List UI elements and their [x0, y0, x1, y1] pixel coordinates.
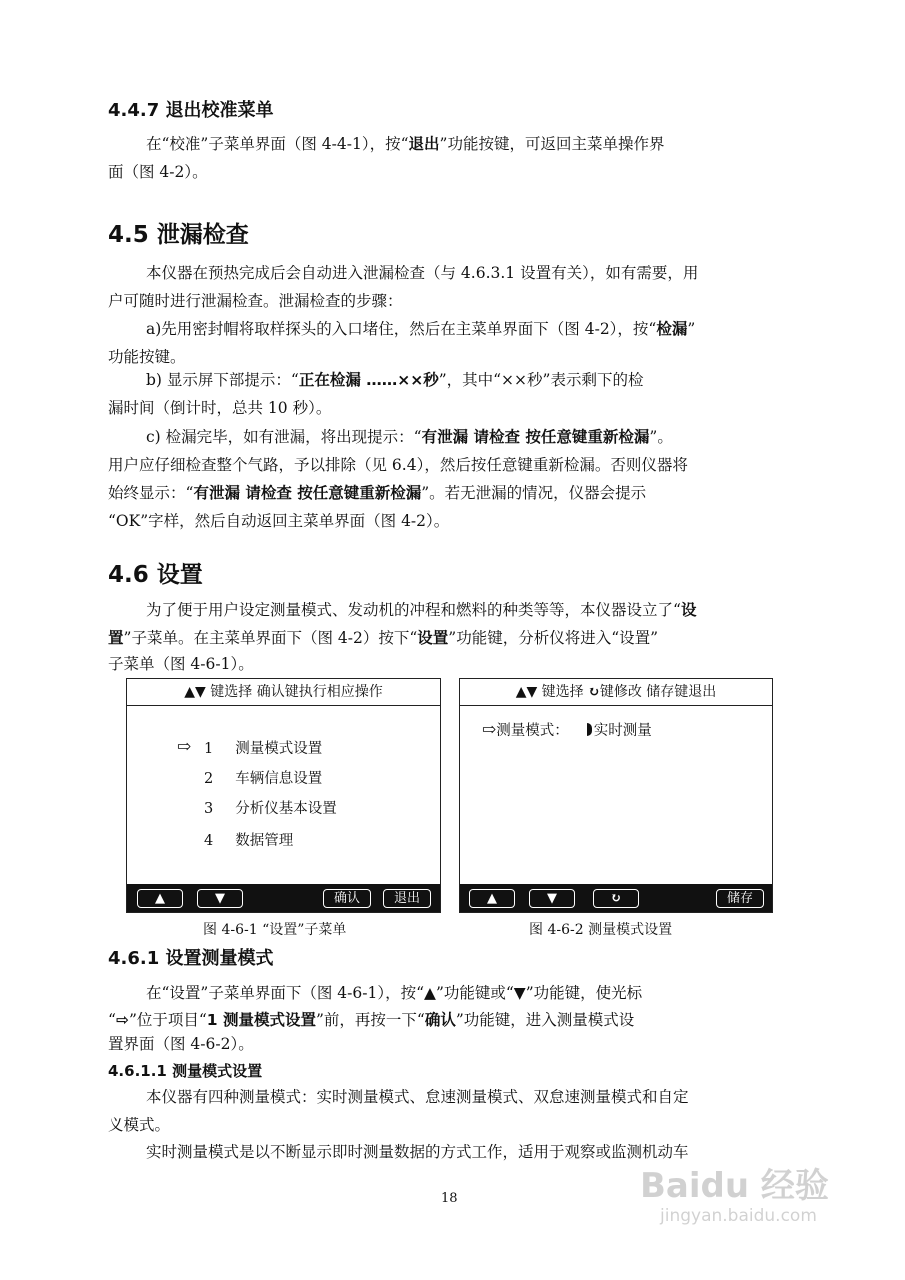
section-4-6-1-1-line1: 本仪器有四种测量模式：实时测量模式、怠速测量模式、双怠速测量模式和自定 [146, 1088, 689, 1106]
page-number: 18 [441, 1191, 458, 1206]
value-marker-icon [587, 723, 592, 736]
section-4-5-title: 4.5 泄漏检查 [108, 222, 249, 248]
cycle-icon: ↻ [588, 684, 600, 700]
baidu-logo-watermark: Baidu 经验 [640, 1166, 829, 1206]
screen-function-key-bar [460, 884, 772, 912]
exit-key-button[interactable]: 退出 [383, 889, 431, 908]
up-key-button[interactable]: ▲ [137, 889, 183, 908]
screen-header: ▲▼ 键选择 ↻键修改 储存键退出 [460, 679, 772, 706]
section-4-4-7-paragraph-line1: 在“校准”子菜单界面（图 4-4-1），按“退出”功能按键，可返回主菜单操作界 [146, 135, 665, 153]
settings-submenu-screen [126, 678, 441, 913]
section-4-5-line4: 功能按键。 [108, 348, 186, 366]
section-4-5-line3: a)先用密封帽将取样探头的入口堵住，然后在主菜单界面下（图 4-2），按“检漏” [146, 320, 696, 338]
measure-mode-value: 实时测量 [593, 723, 652, 739]
menu-item-measure-mode[interactable]: 1 测量模式设置 [204, 741, 323, 757]
down-key-button[interactable]: ▼ [197, 889, 243, 908]
section-4-5-line9: 始终显示：“有泄漏 请检查 按任意键重新检漏”。若无泄漏的情况，仪器会提示 [108, 484, 647, 502]
figure-4-6-1-caption: 图 4-6-1 “设置”子菜单 [203, 922, 347, 938]
measure-mode-row[interactable]: ⇨测量模式： 实时测量 [482, 720, 652, 740]
cursor-arrow-icon: ⇨ [177, 737, 192, 757]
section-4-5-line7: c) 检漏完毕，如有泄漏，将出现提示：“有泄漏 请检查 按任意键重新检漏”。 [146, 428, 673, 446]
up-key-button[interactable]: ▲ [469, 889, 515, 908]
section-4-5-line6: 漏时间（倒计时，总共 10 秒）。 [108, 399, 332, 417]
section-4-6-line1: 为了便于用户设定测量模式、发动机的冲程和燃料的种类等等，本仪器设立了“设 [146, 601, 697, 619]
cycle-key-button[interactable]: ↻ [593, 889, 639, 908]
down-key-button[interactable]: ▼ [529, 889, 575, 908]
measure-mode-screen [459, 678, 773, 913]
baidu-url-watermark: jingyan.baidu.com [660, 1206, 817, 1226]
section-4-4-7-title: 4.4.7 退出校准菜单 [108, 100, 274, 121]
figure-4-6-2-caption: 图 4-6-2 测量模式设置 [529, 922, 673, 938]
section-4-4-7-paragraph-line2: 面（图 4-2）。 [108, 163, 208, 181]
section-4-5-line10: “OK”字样，然后自动返回主菜单界面（图 4-2）。 [108, 512, 450, 530]
section-4-5-line5: b) 显示屏下部提示：“正在检漏 ……××秒”，其中“××秒”表示剩下的检 [146, 371, 644, 389]
section-4-6-1-1-line2: 义模式。 [108, 1116, 171, 1134]
confirm-key-button[interactable]: 确认 [323, 889, 371, 908]
screen-function-key-bar [127, 884, 440, 912]
section-4-5-line1: 本仪器在预热完成后会自动进入泄漏检查（与 4.6.3.1 设置有关），如有需要，用 [146, 264, 699, 282]
menu-item-vehicle-info[interactable]: 2 车辆信息设置 [204, 771, 323, 787]
section-4-6-1-line1: 在“设置”子菜单界面下（图 4-6-1），按“▲”功能键或“▼”功能键，使光标 [146, 984, 643, 1002]
cursor-arrow-icon: ⇨ [482, 720, 497, 740]
section-4-6-line2: 置”子菜单。在主菜单界面下（图 4-2）按下“设置”功能键，分析仪将进入“设置” [108, 629, 659, 647]
section-4-6-title: 4.6 设置 [108, 562, 203, 588]
save-key-button[interactable]: 储存 [716, 889, 764, 908]
section-4-6-1-line2: “⇨”位于项目“1 测量模式设置”前，再按一下“确认”功能键，进入测量模式设 [108, 1011, 635, 1029]
section-4-6-1-1-title: 4.6.1.1 测量模式设置 [108, 1062, 263, 1080]
menu-item-analyzer-basic[interactable]: 3 分析仪基本设置 [204, 801, 337, 817]
section-4-6-1-line3: 置界面（图 4-6-2）。 [108, 1035, 254, 1053]
menu-item-data-management[interactable]: 4 数据管理 [204, 833, 294, 849]
screen-header: ▲▼ 键选择 确认键执行相应操作 [127, 679, 440, 706]
section-4-6-1-1-line3: 实时测量模式是以不断显示即时测量数据的方式工作，适用于观察或监测机动车 [146, 1143, 689, 1161]
section-4-5-line2: 户可随时进行泄漏检查。泄漏检查的步骤： [108, 292, 403, 310]
section-4-6-line3: 子菜单（图 4-6-1）。 [108, 655, 254, 673]
section-4-5-line8: 用户应仔细检查整个气路，予以排除（见 6.4），然后按任意键重新检漏。否则仪器将 [108, 456, 688, 474]
section-4-6-1-title: 4.6.1 设置测量模式 [108, 948, 274, 969]
